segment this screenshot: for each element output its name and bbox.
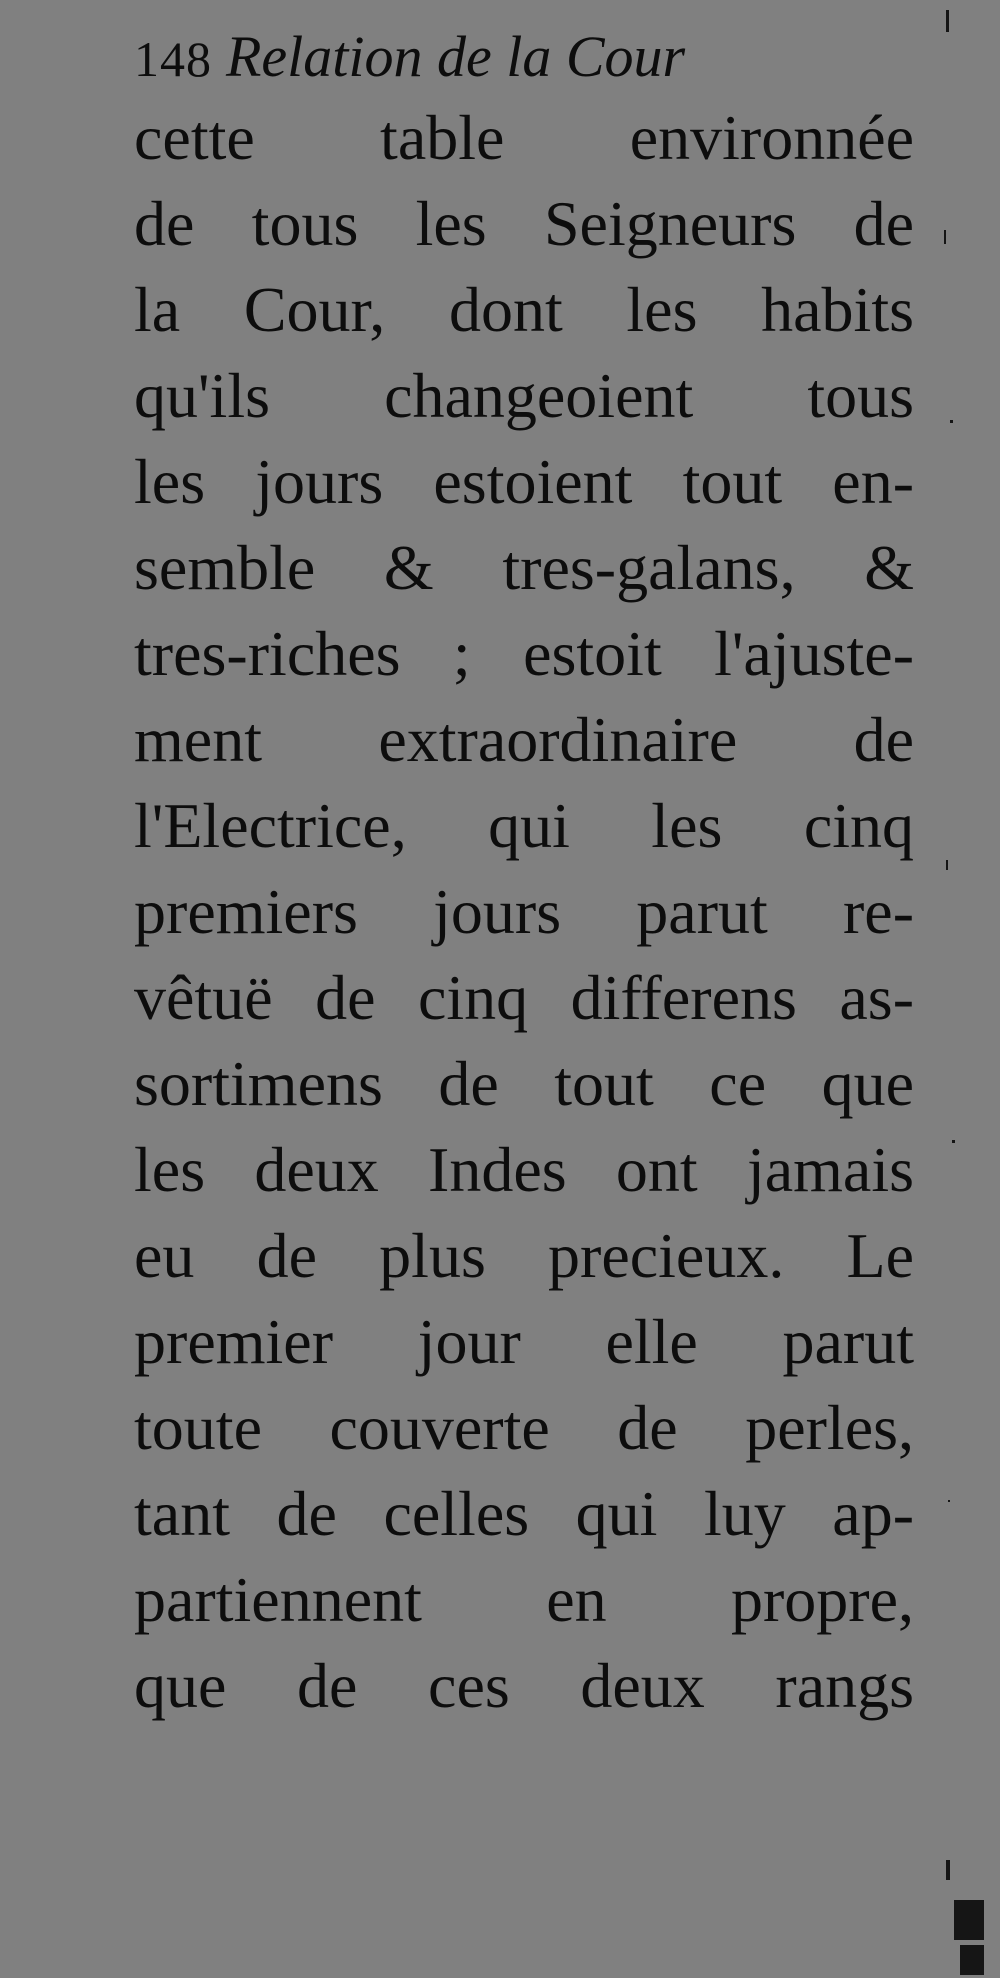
text-line: toute couverte de perles, (134, 1392, 914, 1463)
text-line: cette table environnée (134, 102, 914, 173)
page-header (134, 22, 854, 92)
text-line: sortimens de tout ce que (134, 1048, 914, 1119)
page-number: 148 (134, 31, 212, 87)
text-line: premiers jours parut re- (134, 876, 914, 947)
text-line: les jours estoient tout en- (134, 446, 914, 517)
text-line: de tous les Seigneurs de (134, 188, 914, 259)
text-line: que de ces deux rangs (134, 1650, 914, 1721)
text-line: les deux Indes ont jamais (134, 1134, 914, 1205)
text-line: tant de celles qui luy ap- (134, 1478, 914, 1549)
page-edge-noise (940, 0, 1000, 1978)
body-text (134, 95, 914, 1729)
text-line: premier jour elle parut (134, 1306, 914, 1377)
text-line: la Cour, dont les habits (134, 274, 914, 345)
text-line: partiennent en propre, (134, 1564, 914, 1635)
text-line: ment extraordinaire de (134, 704, 914, 775)
text-line: tres-riches ; estoit l'ajuste- (134, 618, 914, 689)
text-line: qu'ils changeoient tous (134, 360, 914, 431)
text-line: semble & tres-galans, & (134, 532, 914, 603)
text-line: eu de plus precieux. Le (134, 1220, 914, 1291)
running-head: Relation de la Cour (226, 24, 686, 89)
text-line: vêtuë de cinq differens as- (134, 962, 914, 1033)
text-line: l'Electrice, qui les cinq (134, 790, 914, 861)
